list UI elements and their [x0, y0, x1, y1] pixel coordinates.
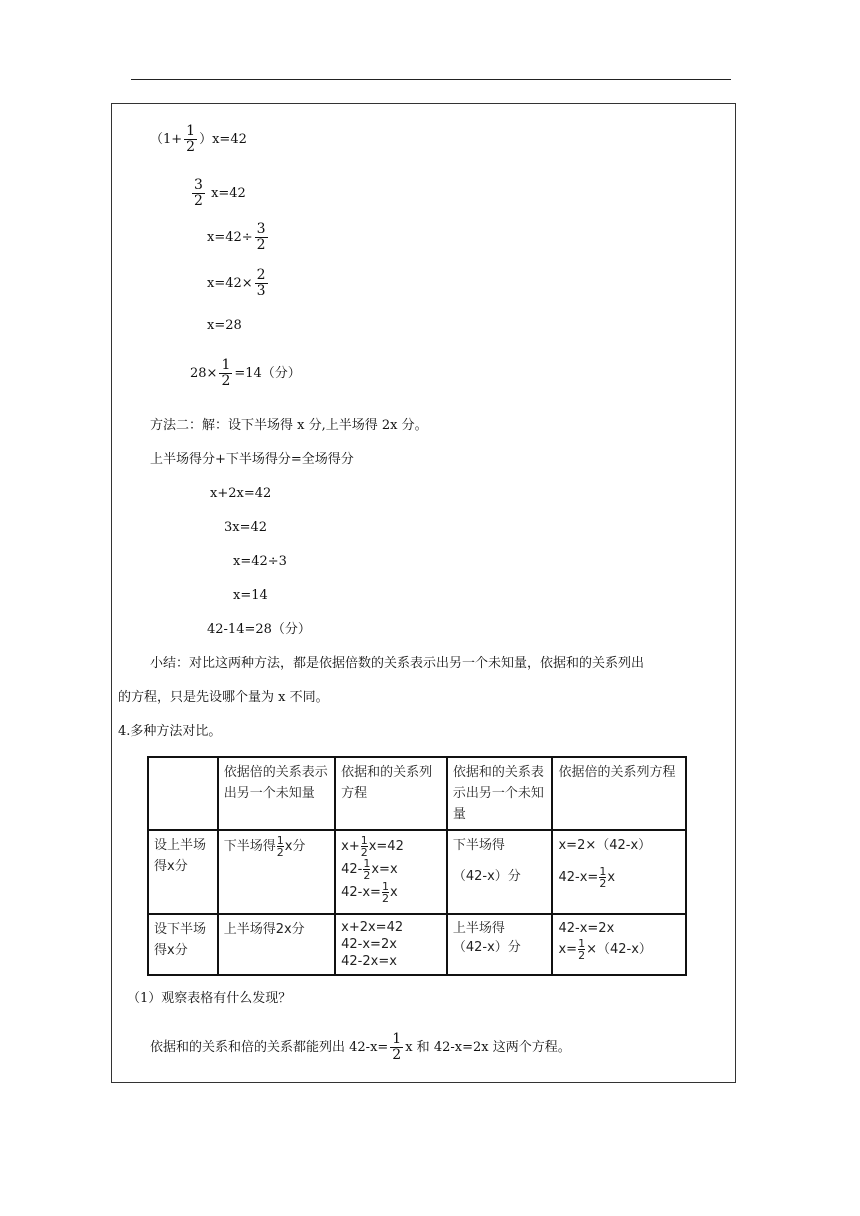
equation-line-6 — [190, 358, 301, 389]
section4-title: 4.多种方法对比。 — [118, 724, 222, 739]
table-cell: x=2×（42-x） 42-x= $\frac{1}{2}$ x — [552, 830, 686, 914]
fraction: $\frac{3}{2}$ — [256, 221, 266, 253]
table-header-cell — [148, 757, 218, 830]
equation-pre: x=42× — [207, 276, 253, 291]
summary-line-1: 小结：对比这两种方法，都是依据倍数的关系表示出另一个未知量，依据和的关系列出 — [150, 656, 645, 671]
row-label: 设下半场得x分 — [148, 914, 218, 975]
question-1: （1）观察表格有什么发现？ — [127, 991, 292, 1006]
comparison-table — [147, 756, 687, 976]
fraction: $\frac{1}{2}$ — [578, 937, 586, 962]
method2-eq3: x=42÷3 — [233, 554, 287, 569]
paren-open: （1+ — [150, 132, 183, 147]
fraction: $\frac{1}{2}$ — [599, 865, 607, 890]
fraction: $\frac{1}{2}$ — [186, 123, 196, 155]
table-header-cell: 依据倍的关系表示出另一个未知量 — [218, 757, 335, 830]
equation-line-1 — [150, 124, 247, 155]
table-header-cell: 依据和的关系表示出另一个未知量 — [447, 757, 553, 830]
fraction: $\frac{1}{2}$ — [363, 857, 371, 882]
method2-intro: 方法二：解：设下半场得 x 分,上半场得 2x 分。 — [150, 418, 428, 433]
summary-line-2: 的方程，只是先设哪个量为 x 不同。 — [118, 690, 329, 705]
fraction: $\frac{3}{2}$ — [194, 177, 203, 209]
equation-line-5: x=28 — [207, 318, 242, 333]
equation-line-2 — [190, 178, 246, 209]
table-cell: 下半场得 $\frac{1}{2}$ x分 — [218, 830, 335, 914]
answer-post: x 和 42-x=2x 这两个方程。 — [405, 1040, 571, 1055]
equation-line-4 — [207, 268, 270, 299]
equation-rest: =14（分） — [234, 366, 301, 381]
table-cell: 42-x=2x x= $\frac{1}{2}$ ×（42-x） — [552, 914, 686, 975]
table-cell: 上半场得2x分 — [218, 914, 335, 975]
equation-pre: 28× — [190, 366, 218, 381]
fraction: $\frac{1}{2}$ — [276, 834, 284, 859]
row-label: 设上半场得x分 — [148, 830, 218, 914]
fraction: $\frac{1}{2}$ — [392, 1031, 402, 1063]
table-row — [148, 830, 686, 914]
method2-eq2: 3x=42 — [224, 520, 268, 535]
table-header-cell: 依据倍的关系列方程 — [552, 757, 686, 830]
fraction: $\frac{1}{2}$ — [360, 834, 368, 859]
table-row — [148, 914, 686, 975]
fraction: $\frac{2}{3}$ — [256, 267, 266, 299]
equation-pre: x=42÷ — [207, 230, 253, 245]
equation-line-3 — [207, 222, 270, 253]
fraction: $\frac{1}{2}$ — [221, 357, 231, 389]
table-header-row — [148, 757, 686, 830]
fraction: $\frac{1}{2}$ — [381, 880, 389, 905]
method2-eq5: 42-14=28（分） — [207, 622, 311, 637]
table-cell: 下半场得 （42-x）分 — [447, 830, 553, 914]
question-answer — [150, 1032, 571, 1063]
method2-relation: 上半场得分+下半场得分=全场得分 — [150, 452, 354, 467]
table-cell: 上半场得 （42-x）分 — [447, 914, 553, 975]
method2-eq4: x=14 — [233, 588, 268, 603]
equation-rest: x=42 — [211, 186, 246, 201]
table-cell: x+2x=42 42-x=2x 42-2x=x — [335, 914, 447, 975]
equation-rest: ）x=42 — [199, 132, 247, 147]
table-cell: x+ $\frac{1}{2}$ x=42 42- $\frac{1}{2}$ x=x 42-x= $\frac{1}{2}$ x — [335, 830, 447, 914]
header-rule — [131, 79, 731, 80]
answer-pre: 依据和的关系和倍的关系都能列出 42-x= — [150, 1040, 389, 1055]
method2-eq1: x+2x=42 — [210, 486, 272, 501]
table-header-cell: 依据和的关系列方程 — [335, 757, 447, 830]
